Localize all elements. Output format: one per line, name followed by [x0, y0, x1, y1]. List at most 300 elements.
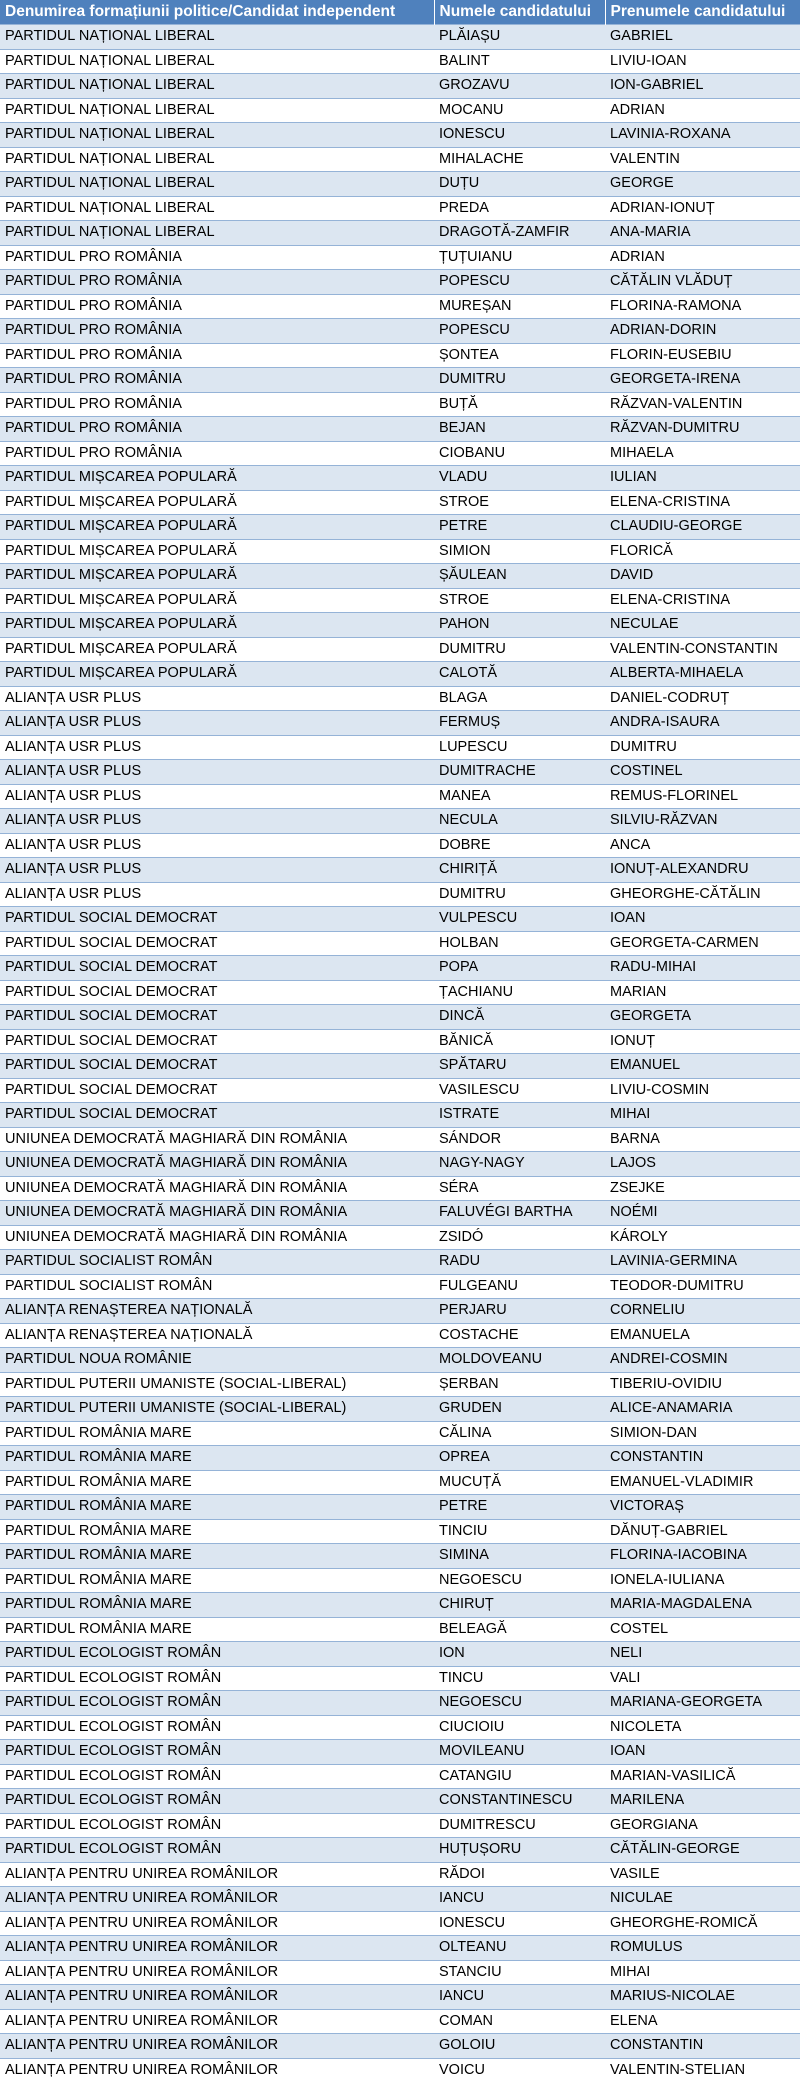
- first-name-cell: LAJOS: [605, 1152, 800, 1177]
- first-name-cell: ANCA: [605, 833, 800, 858]
- first-name-cell: DAVID: [605, 564, 800, 589]
- last-name-cell: DUȚU: [434, 172, 605, 197]
- last-name-cell: IANCU: [434, 1985, 605, 2010]
- table-row: [0, 637, 800, 662]
- table-row: [0, 956, 800, 981]
- first-name-cell: ADRIAN: [605, 98, 800, 123]
- last-name-cell: MIHALACHE: [434, 147, 605, 172]
- last-name-cell: SÉRA: [434, 1176, 605, 1201]
- table-row: [0, 809, 800, 834]
- table-row: [0, 1764, 800, 1789]
- table-row: [0, 1274, 800, 1299]
- party-cell: PARTIDUL ROMÂNIA MARE: [0, 1617, 434, 1642]
- party-cell: PARTIDUL PRO ROMÂNIA: [0, 343, 434, 368]
- last-name-cell: IONESCU: [434, 123, 605, 148]
- table-row: [0, 1103, 800, 1128]
- party-cell: PARTIDUL PRO ROMÂNIA: [0, 270, 434, 295]
- first-name-cell: ADRIAN-DORIN: [605, 319, 800, 344]
- last-name-cell: COSTACHE: [434, 1323, 605, 1348]
- first-name-cell: CONSTANTIN: [605, 2034, 800, 2059]
- table-row: [0, 1176, 800, 1201]
- party-cell: PARTIDUL NAȚIONAL LIBERAL: [0, 196, 434, 221]
- party-cell: ALIANȚA USR PLUS: [0, 735, 434, 760]
- last-name-cell: OLTEANU: [434, 1936, 605, 1961]
- last-name-cell: DUMITRU: [434, 637, 605, 662]
- first-name-cell: ALICE-ANAMARIA: [605, 1397, 800, 1422]
- table-row: [0, 221, 800, 246]
- table-row: [0, 98, 800, 123]
- party-cell: PARTIDUL MIȘCAREA POPULARĂ: [0, 539, 434, 564]
- party-cell: ALIANȚA USR PLUS: [0, 833, 434, 858]
- table-row: [0, 882, 800, 907]
- first-name-cell: ANA-MARIA: [605, 221, 800, 246]
- first-name-cell: TIBERIU-OVIDIU: [605, 1372, 800, 1397]
- table-row: [0, 270, 800, 295]
- table-row: [0, 1813, 800, 1838]
- party-cell: ALIANȚA PENTRU UNIREA ROMÂNILOR: [0, 1862, 434, 1887]
- last-name-cell: CONSTANTINESCU: [434, 1789, 605, 1814]
- last-name-cell: ȚUȚUIANU: [434, 245, 605, 270]
- last-name-cell: CALOTĂ: [434, 662, 605, 687]
- party-cell: PARTIDUL ECOLOGIST ROMÂN: [0, 1838, 434, 1863]
- table-row: [0, 1960, 800, 1985]
- last-name-cell: NEGOESCU: [434, 1691, 605, 1716]
- first-name-cell: GEORGIANA: [605, 1813, 800, 1838]
- first-name-cell: MARIUS-NICOLAE: [605, 1985, 800, 2010]
- table-row: [0, 735, 800, 760]
- party-cell: ALIANȚA USR PLUS: [0, 882, 434, 907]
- last-name-cell: MOVILEANU: [434, 1740, 605, 1765]
- party-cell: PARTIDUL SOCIAL DEMOCRAT: [0, 907, 434, 932]
- first-name-cell: NELI: [605, 1642, 800, 1667]
- last-name-cell: HOLBAN: [434, 931, 605, 956]
- party-cell: PARTIDUL ROMÂNIA MARE: [0, 1568, 434, 1593]
- last-name-cell: NEGOESCU: [434, 1568, 605, 1593]
- table-row: [0, 1666, 800, 1691]
- last-name-cell: DRAGOTĂ-ZAMFIR: [434, 221, 605, 246]
- last-name-cell: CHIRUȚ: [434, 1593, 605, 1618]
- first-name-cell: NICOLETA: [605, 1715, 800, 1740]
- party-cell: UNIUNEA DEMOCRATĂ MAGHIARĂ DIN ROMÂNIA: [0, 1127, 434, 1152]
- party-cell: ALIANȚA USR PLUS: [0, 809, 434, 834]
- party-cell: PARTIDUL NAȚIONAL LIBERAL: [0, 123, 434, 148]
- last-name-cell: PERJARU: [434, 1299, 605, 1324]
- last-name-cell: FALUVÉGI BARTHA: [434, 1201, 605, 1226]
- last-name-cell: CIOBANU: [434, 441, 605, 466]
- first-name-cell: NECULAE: [605, 613, 800, 638]
- first-name-cell: GEORGETA-CARMEN: [605, 931, 800, 956]
- last-name-cell: SIMION: [434, 539, 605, 564]
- last-name-cell: STANCIU: [434, 1960, 605, 1985]
- party-cell: PARTIDUL PRO ROMÂNIA: [0, 319, 434, 344]
- last-name-cell: VLADU: [434, 466, 605, 491]
- first-name-cell: FLORINA-IACOBINA: [605, 1544, 800, 1569]
- table-row: [0, 1715, 800, 1740]
- last-name-cell: VOICU: [434, 2058, 605, 2082]
- last-name-cell: DOBRE: [434, 833, 605, 858]
- last-name-cell: MUCUȚĂ: [434, 1470, 605, 1495]
- table-row: [0, 1225, 800, 1250]
- last-name-cell: DUMITRESCU: [434, 1813, 605, 1838]
- party-cell: PARTIDUL SOCIAL DEMOCRAT: [0, 956, 434, 981]
- header-row: [0, 0, 800, 25]
- party-cell: PARTIDUL ECOLOGIST ROMÂN: [0, 1715, 434, 1740]
- first-name-cell: ANDREI-COSMIN: [605, 1348, 800, 1373]
- last-name-cell: CATANGIU: [434, 1764, 605, 1789]
- party-cell: PARTIDUL ROMÂNIA MARE: [0, 1519, 434, 1544]
- table-row: [0, 1470, 800, 1495]
- last-name-cell: DINCĂ: [434, 1005, 605, 1030]
- last-name-cell: BALINT: [434, 49, 605, 74]
- last-name-cell: STROE: [434, 588, 605, 613]
- first-name-cell: GHEORGHE-CĂTĂLIN: [605, 882, 800, 907]
- first-name-cell: DUMITRU: [605, 735, 800, 760]
- last-name-cell: FERMUȘ: [434, 711, 605, 736]
- table-row: [0, 539, 800, 564]
- first-name-cell: FLORIN-EUSEBIU: [605, 343, 800, 368]
- party-cell: ALIANȚA PENTRU UNIREA ROMÂNILOR: [0, 2058, 434, 2082]
- party-cell: ALIANȚA PENTRU UNIREA ROMÂNILOR: [0, 1911, 434, 1936]
- last-name-cell: BUȚĂ: [434, 392, 605, 417]
- last-name-cell: VULPESCU: [434, 907, 605, 932]
- table-row: [0, 980, 800, 1005]
- table-row: [0, 760, 800, 785]
- table-row: [0, 588, 800, 613]
- table-row: [0, 662, 800, 687]
- party-cell: ALIANȚA USR PLUS: [0, 686, 434, 711]
- last-name-cell: PREDA: [434, 196, 605, 221]
- first-name-cell: EMANUEL-VLADIMIR: [605, 1470, 800, 1495]
- last-name-cell: DUMITRU: [434, 882, 605, 907]
- party-cell: PARTIDUL NAȚIONAL LIBERAL: [0, 49, 434, 74]
- table-row: [0, 1152, 800, 1177]
- party-cell: UNIUNEA DEMOCRATĂ MAGHIARĂ DIN ROMÂNIA: [0, 1225, 434, 1250]
- last-name-cell: BLAGA: [434, 686, 605, 711]
- party-cell: PARTIDUL MIȘCAREA POPULARĂ: [0, 515, 434, 540]
- first-name-cell: ADRIAN: [605, 245, 800, 270]
- table-row: [0, 392, 800, 417]
- first-name-cell: IONELA-IULIANA: [605, 1568, 800, 1593]
- table-row: [0, 686, 800, 711]
- party-cell: PARTIDUL NOUA ROMÂNIE: [0, 1348, 434, 1373]
- table-row: [0, 1054, 800, 1079]
- party-cell: PARTIDUL SOCIAL DEMOCRAT: [0, 1054, 434, 1079]
- party-cell: ALIANȚA PENTRU UNIREA ROMÂNILOR: [0, 2034, 434, 2059]
- party-cell: ALIANȚA RENAȘTEREA NAȚIONALĂ: [0, 1323, 434, 1348]
- party-cell: PARTIDUL NAȚIONAL LIBERAL: [0, 221, 434, 246]
- last-name-cell: GROZAVU: [434, 74, 605, 99]
- first-name-cell: ROMULUS: [605, 1936, 800, 1961]
- first-name-cell: BARNA: [605, 1127, 800, 1152]
- party-cell: UNIUNEA DEMOCRATĂ MAGHIARĂ DIN ROMÂNIA: [0, 1152, 434, 1177]
- first-name-cell: FLORICĂ: [605, 539, 800, 564]
- last-name-cell: SPĂTARU: [434, 1054, 605, 1079]
- table-row: [0, 1323, 800, 1348]
- table-row: [0, 319, 800, 344]
- first-name-cell: KÁROLY: [605, 1225, 800, 1250]
- first-name-cell: MARIAN-VASILICĂ: [605, 1764, 800, 1789]
- last-name-cell: RĂDOI: [434, 1862, 605, 1887]
- table-row: [0, 123, 800, 148]
- party-cell: PARTIDUL MIȘCAREA POPULARĂ: [0, 564, 434, 589]
- table-header: [0, 0, 800, 25]
- column-header-first-name: Prenumele candidatului: [605, 0, 800, 25]
- first-name-cell: CONSTANTIN: [605, 1446, 800, 1471]
- party-cell: PARTIDUL MIȘCAREA POPULARĂ: [0, 466, 434, 491]
- first-name-cell: ELENA-CRISTINA: [605, 490, 800, 515]
- first-name-cell: CĂTĂLIN VLĂDUȚ: [605, 270, 800, 295]
- last-name-cell: IONESCU: [434, 1911, 605, 1936]
- last-name-cell: ȘERBAN: [434, 1372, 605, 1397]
- party-cell: PARTIDUL SOCIALIST ROMÂN: [0, 1274, 434, 1299]
- party-cell: PARTIDUL SOCIAL DEMOCRAT: [0, 1078, 434, 1103]
- party-cell: PARTIDUL ROMÂNIA MARE: [0, 1421, 434, 1446]
- party-cell: ALIANȚA PENTRU UNIREA ROMÂNILOR: [0, 1887, 434, 1912]
- first-name-cell: GHEORGHE-ROMICĂ: [605, 1911, 800, 1936]
- first-name-cell: MARIA-MAGDALENA: [605, 1593, 800, 1618]
- first-name-cell: LIVIU-IOAN: [605, 49, 800, 74]
- party-cell: ALIANȚA PENTRU UNIREA ROMÂNILOR: [0, 1985, 434, 2010]
- table-row: [0, 1862, 800, 1887]
- first-name-cell: NICULAE: [605, 1887, 800, 1912]
- party-cell: PARTIDUL MIȘCAREA POPULARĂ: [0, 613, 434, 638]
- party-cell: PARTIDUL PUTERII UMANISTE (SOCIAL-LIBERAL): [0, 1397, 434, 1422]
- first-name-cell: ANDRA-ISAURA: [605, 711, 800, 736]
- table-row: [0, 417, 800, 442]
- table-row: [0, 1911, 800, 1936]
- party-cell: PARTIDUL ECOLOGIST ROMÂN: [0, 1764, 434, 1789]
- column-header-party: Denumirea formațiunii politice/Candidat independent: [0, 0, 434, 25]
- table-row: [0, 1789, 800, 1814]
- first-name-cell: VALENTIN-STELIAN: [605, 2058, 800, 2082]
- party-cell: PARTIDUL PRO ROMÂNIA: [0, 368, 434, 393]
- first-name-cell: IULIAN: [605, 466, 800, 491]
- party-cell: PARTIDUL NAȚIONAL LIBERAL: [0, 25, 434, 50]
- first-name-cell: ZSEJKE: [605, 1176, 800, 1201]
- party-cell: ALIANȚA USR PLUS: [0, 784, 434, 809]
- first-name-cell: FLORINA-RAMONA: [605, 294, 800, 319]
- party-cell: ALIANȚA PENTRU UNIREA ROMÂNILOR: [0, 2009, 434, 2034]
- first-name-cell: IONUȚ: [605, 1029, 800, 1054]
- table-row: [0, 1544, 800, 1569]
- last-name-cell: ȘĂULEAN: [434, 564, 605, 589]
- table-row: [0, 1617, 800, 1642]
- first-name-cell: DĂNUȚ-GABRIEL: [605, 1519, 800, 1544]
- table-row: [0, 466, 800, 491]
- first-name-cell: REMUS-FLORINEL: [605, 784, 800, 809]
- party-cell: PARTIDUL ECOLOGIST ROMÂN: [0, 1691, 434, 1716]
- party-cell: ALIANȚA USR PLUS: [0, 858, 434, 883]
- first-name-cell: RADU-MIHAI: [605, 956, 800, 981]
- last-name-cell: ȘONTEA: [434, 343, 605, 368]
- table-row: [0, 1127, 800, 1152]
- last-name-cell: DUMITRU: [434, 368, 605, 393]
- last-name-cell: SÁNDOR: [434, 1127, 605, 1152]
- party-cell: PARTIDUL MIȘCAREA POPULARĂ: [0, 490, 434, 515]
- last-name-cell: ȚACHIANU: [434, 980, 605, 1005]
- party-cell: PARTIDUL PRO ROMÂNIA: [0, 417, 434, 442]
- party-cell: PARTIDUL ECOLOGIST ROMÂN: [0, 1642, 434, 1667]
- first-name-cell: VASILE: [605, 1862, 800, 1887]
- last-name-cell: POPESCU: [434, 270, 605, 295]
- last-name-cell: VASILESCU: [434, 1078, 605, 1103]
- first-name-cell: MIHAI: [605, 1960, 800, 1985]
- party-cell: PARTIDUL PRO ROMÂNIA: [0, 294, 434, 319]
- last-name-cell: STROE: [434, 490, 605, 515]
- first-name-cell: ION-GABRIEL: [605, 74, 800, 99]
- party-cell: PARTIDUL ROMÂNIA MARE: [0, 1470, 434, 1495]
- table-row: [0, 1421, 800, 1446]
- first-name-cell: COSTINEL: [605, 760, 800, 785]
- party-cell: PARTIDUL NAȚIONAL LIBERAL: [0, 147, 434, 172]
- last-name-cell: POPA: [434, 956, 605, 981]
- last-name-cell: FULGEANU: [434, 1274, 605, 1299]
- first-name-cell: ADRIAN-IONUȚ: [605, 196, 800, 221]
- last-name-cell: PAHON: [434, 613, 605, 638]
- table-row: [0, 1936, 800, 1961]
- last-name-cell: IANCU: [434, 1887, 605, 1912]
- first-name-cell: VALENTIN-CONSTANTIN: [605, 637, 800, 662]
- table-row: [0, 931, 800, 956]
- party-cell: PARTIDUL MIȘCAREA POPULARĂ: [0, 637, 434, 662]
- first-name-cell: DANIEL-CODRUȚ: [605, 686, 800, 711]
- table-row: [0, 25, 800, 50]
- table-row: [0, 711, 800, 736]
- last-name-cell: ION: [434, 1642, 605, 1667]
- first-name-cell: ELENA-CRISTINA: [605, 588, 800, 613]
- first-name-cell: MARILENA: [605, 1789, 800, 1814]
- table-row: [0, 907, 800, 932]
- table-row: [0, 1887, 800, 1912]
- first-name-cell: CLAUDIU-GEORGE: [605, 515, 800, 540]
- last-name-cell: BĂNICĂ: [434, 1029, 605, 1054]
- first-name-cell: CĂTĂLIN-GEORGE: [605, 1838, 800, 1863]
- first-name-cell: CORNELIU: [605, 1299, 800, 1324]
- party-cell: PARTIDUL MIȘCAREA POPULARĂ: [0, 662, 434, 687]
- party-cell: PARTIDUL SOCIALIST ROMÂN: [0, 1250, 434, 1275]
- table-row: [0, 441, 800, 466]
- last-name-cell: CĂLINA: [434, 1421, 605, 1446]
- last-name-cell: MOLDOVEANU: [434, 1348, 605, 1373]
- party-cell: PARTIDUL ECOLOGIST ROMÂN: [0, 1666, 434, 1691]
- table-row: [0, 1372, 800, 1397]
- table-row: [0, 343, 800, 368]
- table-row: [0, 1250, 800, 1275]
- party-cell: UNIUNEA DEMOCRATĂ MAGHIARĂ DIN ROMÂNIA: [0, 1201, 434, 1226]
- table-row: [0, 172, 800, 197]
- first-name-cell: VALENTIN: [605, 147, 800, 172]
- table-row: [0, 74, 800, 99]
- last-name-cell: PLĂIAȘU: [434, 25, 605, 50]
- table-row: [0, 1078, 800, 1103]
- first-name-cell: SIMION-DAN: [605, 1421, 800, 1446]
- party-cell: PARTIDUL NAȚIONAL LIBERAL: [0, 172, 434, 197]
- last-name-cell: TINCIU: [434, 1519, 605, 1544]
- first-name-cell: MIHAELA: [605, 441, 800, 466]
- last-name-cell: OPREA: [434, 1446, 605, 1471]
- party-cell: PARTIDUL SOCIAL DEMOCRAT: [0, 1005, 434, 1030]
- party-cell: PARTIDUL PRO ROMÂNIA: [0, 392, 434, 417]
- last-name-cell: MANEA: [434, 784, 605, 809]
- party-cell: PARTIDUL SOCIAL DEMOCRAT: [0, 980, 434, 1005]
- first-name-cell: TEODOR-DUMITRU: [605, 1274, 800, 1299]
- table-row: [0, 1201, 800, 1226]
- party-cell: ALIANȚA PENTRU UNIREA ROMÂNILOR: [0, 1960, 434, 1985]
- table-row: [0, 49, 800, 74]
- last-name-cell: GOLOIU: [434, 2034, 605, 2059]
- first-name-cell: IONUȚ-ALEXANDRU: [605, 858, 800, 883]
- last-name-cell: POPESCU: [434, 319, 605, 344]
- party-cell: PARTIDUL SOCIAL DEMOCRAT: [0, 931, 434, 956]
- first-name-cell: GEORGE: [605, 172, 800, 197]
- first-name-cell: LAVINIA-GERMINA: [605, 1250, 800, 1275]
- party-cell: ALIANȚA USR PLUS: [0, 711, 434, 736]
- last-name-cell: GRUDEN: [434, 1397, 605, 1422]
- party-cell: PARTIDUL ROMÂNIA MARE: [0, 1495, 434, 1520]
- table-row: [0, 1446, 800, 1471]
- first-name-cell: COSTEL: [605, 1617, 800, 1642]
- first-name-cell: NOÉMI: [605, 1201, 800, 1226]
- last-name-cell: MUREȘAN: [434, 294, 605, 319]
- party-cell: PARTIDUL MIȘCAREA POPULARĂ: [0, 588, 434, 613]
- first-name-cell: ALBERTA-MIHAELA: [605, 662, 800, 687]
- last-name-cell: CIUCIOIU: [434, 1715, 605, 1740]
- table-body: [0, 25, 800, 2082]
- table-row: [0, 196, 800, 221]
- last-name-cell: BELEAGĂ: [434, 1617, 605, 1642]
- last-name-cell: CHIRIȚĂ: [434, 858, 605, 883]
- table-row: [0, 1642, 800, 1667]
- party-cell: ALIANȚA PENTRU UNIREA ROMÂNILOR: [0, 1936, 434, 1961]
- last-name-cell: TINCU: [434, 1666, 605, 1691]
- table-row: [0, 1691, 800, 1716]
- table-row: [0, 1397, 800, 1422]
- last-name-cell: LUPESCU: [434, 735, 605, 760]
- party-cell: PARTIDUL ROMÂNIA MARE: [0, 1544, 434, 1569]
- party-cell: ALIANȚA USR PLUS: [0, 760, 434, 785]
- last-name-cell: ZSIDÓ: [434, 1225, 605, 1250]
- party-cell: PARTIDUL NAȚIONAL LIBERAL: [0, 98, 434, 123]
- last-name-cell: SIMINA: [434, 1544, 605, 1569]
- last-name-cell: BEJAN: [434, 417, 605, 442]
- table-row: [0, 2009, 800, 2034]
- party-cell: PARTIDUL PRO ROMÂNIA: [0, 441, 434, 466]
- last-name-cell: NAGY-NAGY: [434, 1152, 605, 1177]
- party-cell: UNIUNEA DEMOCRATĂ MAGHIARĂ DIN ROMÂNIA: [0, 1176, 434, 1201]
- table-row: [0, 613, 800, 638]
- table-row: [0, 1985, 800, 2010]
- party-cell: PARTIDUL ROMÂNIA MARE: [0, 1593, 434, 1618]
- last-name-cell: NECULA: [434, 809, 605, 834]
- first-name-cell: VICTORAȘ: [605, 1495, 800, 1520]
- first-name-cell: IOAN: [605, 907, 800, 932]
- first-name-cell: GABRIEL: [605, 25, 800, 50]
- party-cell: PARTIDUL ROMÂNIA MARE: [0, 1446, 434, 1471]
- first-name-cell: SILVIU-RĂZVAN: [605, 809, 800, 834]
- table-row: [0, 368, 800, 393]
- table-row: [0, 2034, 800, 2059]
- party-cell: ALIANȚA RENAȘTEREA NAȚIONALĂ: [0, 1299, 434, 1324]
- table-row: [0, 294, 800, 319]
- last-name-cell: ISTRATE: [434, 1103, 605, 1128]
- first-name-cell: MIHAI: [605, 1103, 800, 1128]
- column-header-last-name: Numele candidatului: [434, 0, 605, 25]
- table-row: [0, 490, 800, 515]
- last-name-cell: PETRE: [434, 1495, 605, 1520]
- table-row: [0, 1495, 800, 1520]
- table-row: [0, 1005, 800, 1030]
- table-row: [0, 1568, 800, 1593]
